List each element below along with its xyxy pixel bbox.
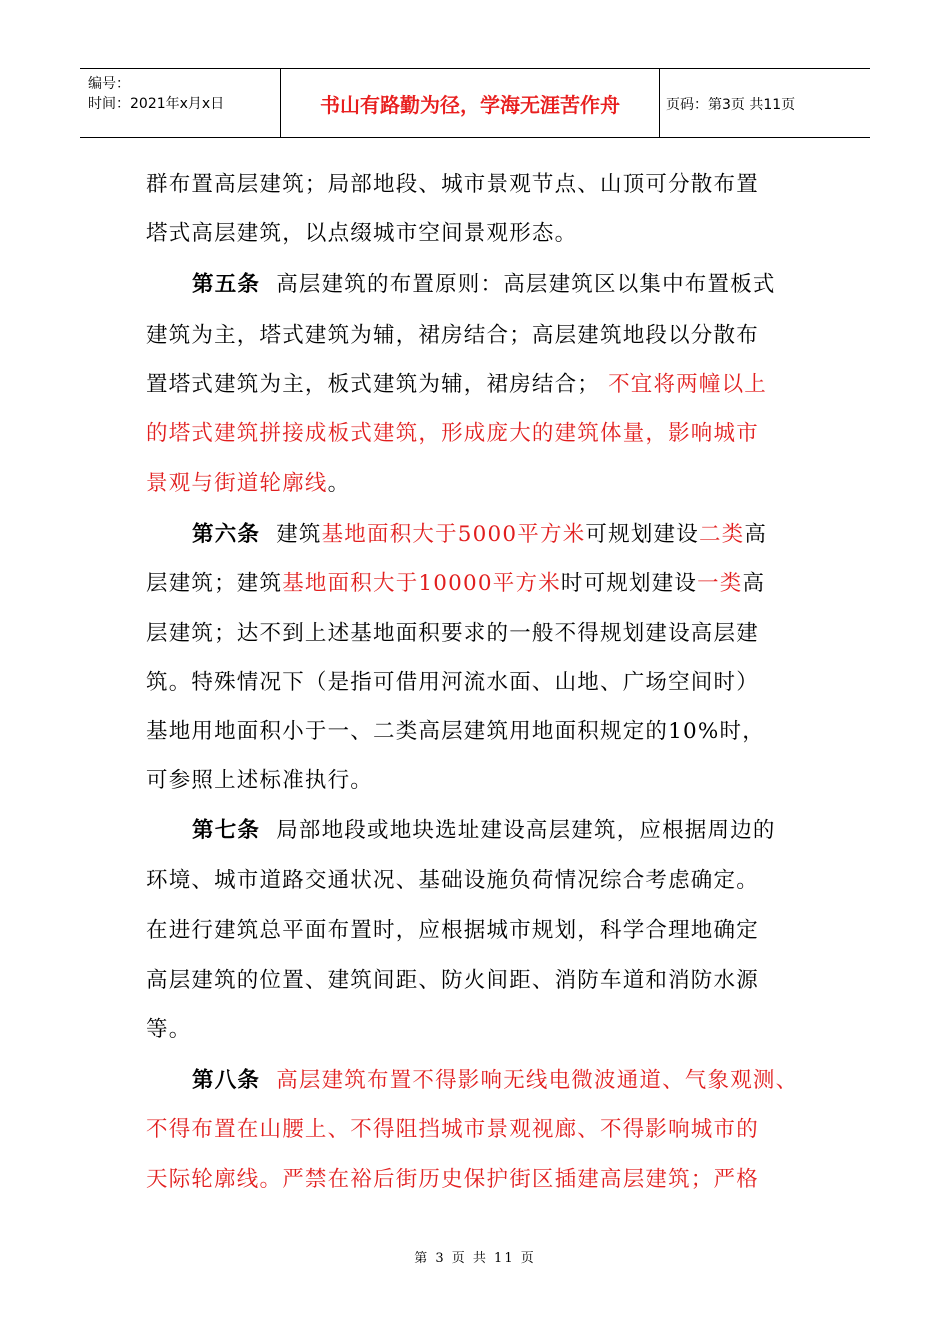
body-line [146,667,759,699]
page-header [80,68,870,138]
page-footer: 第 3 页 共 11 页 [414,1251,536,1266]
text-run: 时可规划建设 [560,571,698,596]
article-7-heading-line [192,815,776,847]
text-run: 可参照上述标准执行。 [146,768,374,793]
header-motto: 书山有路勤为径，学海无涯苦作舟 [320,93,620,117]
article-6-heading-line [192,519,767,551]
text-run: 高 [742,571,766,596]
text-run: 。 [327,471,351,496]
body-line [146,418,759,450]
article-label: 第五条 [192,272,261,297]
article-label: 第八条 [192,1068,261,1093]
body-line [146,1114,759,1146]
text-run: 塔式高层建筑，以点缀城市空间景观形态。 [146,221,578,246]
document-number: 编号： [88,76,130,92]
text-run: 局部地段或地块选址建设高层建筑，应根据周边的 [276,818,776,843]
body-line [146,169,759,201]
article-5-heading-line [192,269,776,301]
article-label: 第七条 [192,818,261,843]
text-run: 置塔式建筑为主，板式建筑为辅，裙房结合； [146,372,601,397]
body-line [146,568,765,600]
highlighted-text: 不宜将两幢以上 [608,372,767,397]
text-run: 高层建筑的位置、建筑间距、防火间距、消防车道和消防水源 [146,968,759,993]
text-run: 筑。特殊情况下（是指可借用河流水面、山地、广场空间时） [146,670,759,695]
highlighted-text: 基地面积大于10000平方米 [282,571,561,596]
highlighted-text: 二类 [698,522,745,547]
highlighted-text: 基地面积大于5000平方米 [321,522,586,547]
article-8-heading-line [192,1065,798,1097]
highlighted-text: 景观与街道轮廓线 [146,471,328,496]
body-line [146,865,759,897]
article-label: 第六条 [192,522,261,547]
text-run: 群布置高层建筑；局部地段、城市景观节点、山顶可分散布置 [146,172,759,197]
body-line [146,765,373,797]
body-line [146,1014,191,1046]
body-line [146,320,759,352]
highlighted-text: 一类 [697,571,743,596]
highlighted-text: 的塔式建筑拼接成板式建筑，形成庞大的建筑体量，影响城市 [146,421,759,446]
text-run: 层建筑；达不到上述基地面积要求的一般不得规划建设高层建 [146,621,759,646]
header-motto-cell [281,69,660,137]
body-line [146,1164,759,1196]
header-meta-cell [80,69,281,137]
body-line [146,369,767,401]
body-line [146,218,577,250]
text-run: 环境、城市道路交通状况、基础设施负荷情况综合考虑确定。 [146,868,759,893]
highlighted-text: 不得布置在山腰上、不得阻挡城市景观视廊、不得影响城市的 [146,1117,759,1142]
text-run: 建筑 [276,522,322,547]
text-run: 基地用地面积小于一、二类高层建筑用地面积规定的10%时， [146,719,765,744]
header-page-cell [660,69,870,137]
body-line [146,716,765,748]
text-run: 在进行建筑总平面布置时，应根据城市规划，科学合理地确定 [146,918,759,943]
text-run: 高层建筑的布置原则：高层建筑区以集中布置板式 [276,272,776,297]
text-run: 可规划建设 [585,522,699,547]
body-line [146,618,759,650]
text-run: 高 [744,522,768,547]
body-line [146,915,759,947]
document-date: 时间：2021年x月x日 [88,96,225,112]
highlighted-text: 高层建筑布置不得影响无线电微波通道、气象观测、 [276,1068,799,1093]
highlighted-text: 天际轮廓线。严禁在裕后街历史保护街区插建高层建筑；严格 [146,1167,759,1192]
body-line [146,965,759,997]
header-page-number: 页码：第3页 共11页 [666,97,796,113]
text-run: 建筑为主，塔式建筑为辅，裙房结合；高层建筑地段以分散布 [146,323,759,348]
body-line [146,468,350,500]
text-run: 层建筑；建筑 [146,571,283,596]
text-run: 等。 [146,1017,192,1042]
